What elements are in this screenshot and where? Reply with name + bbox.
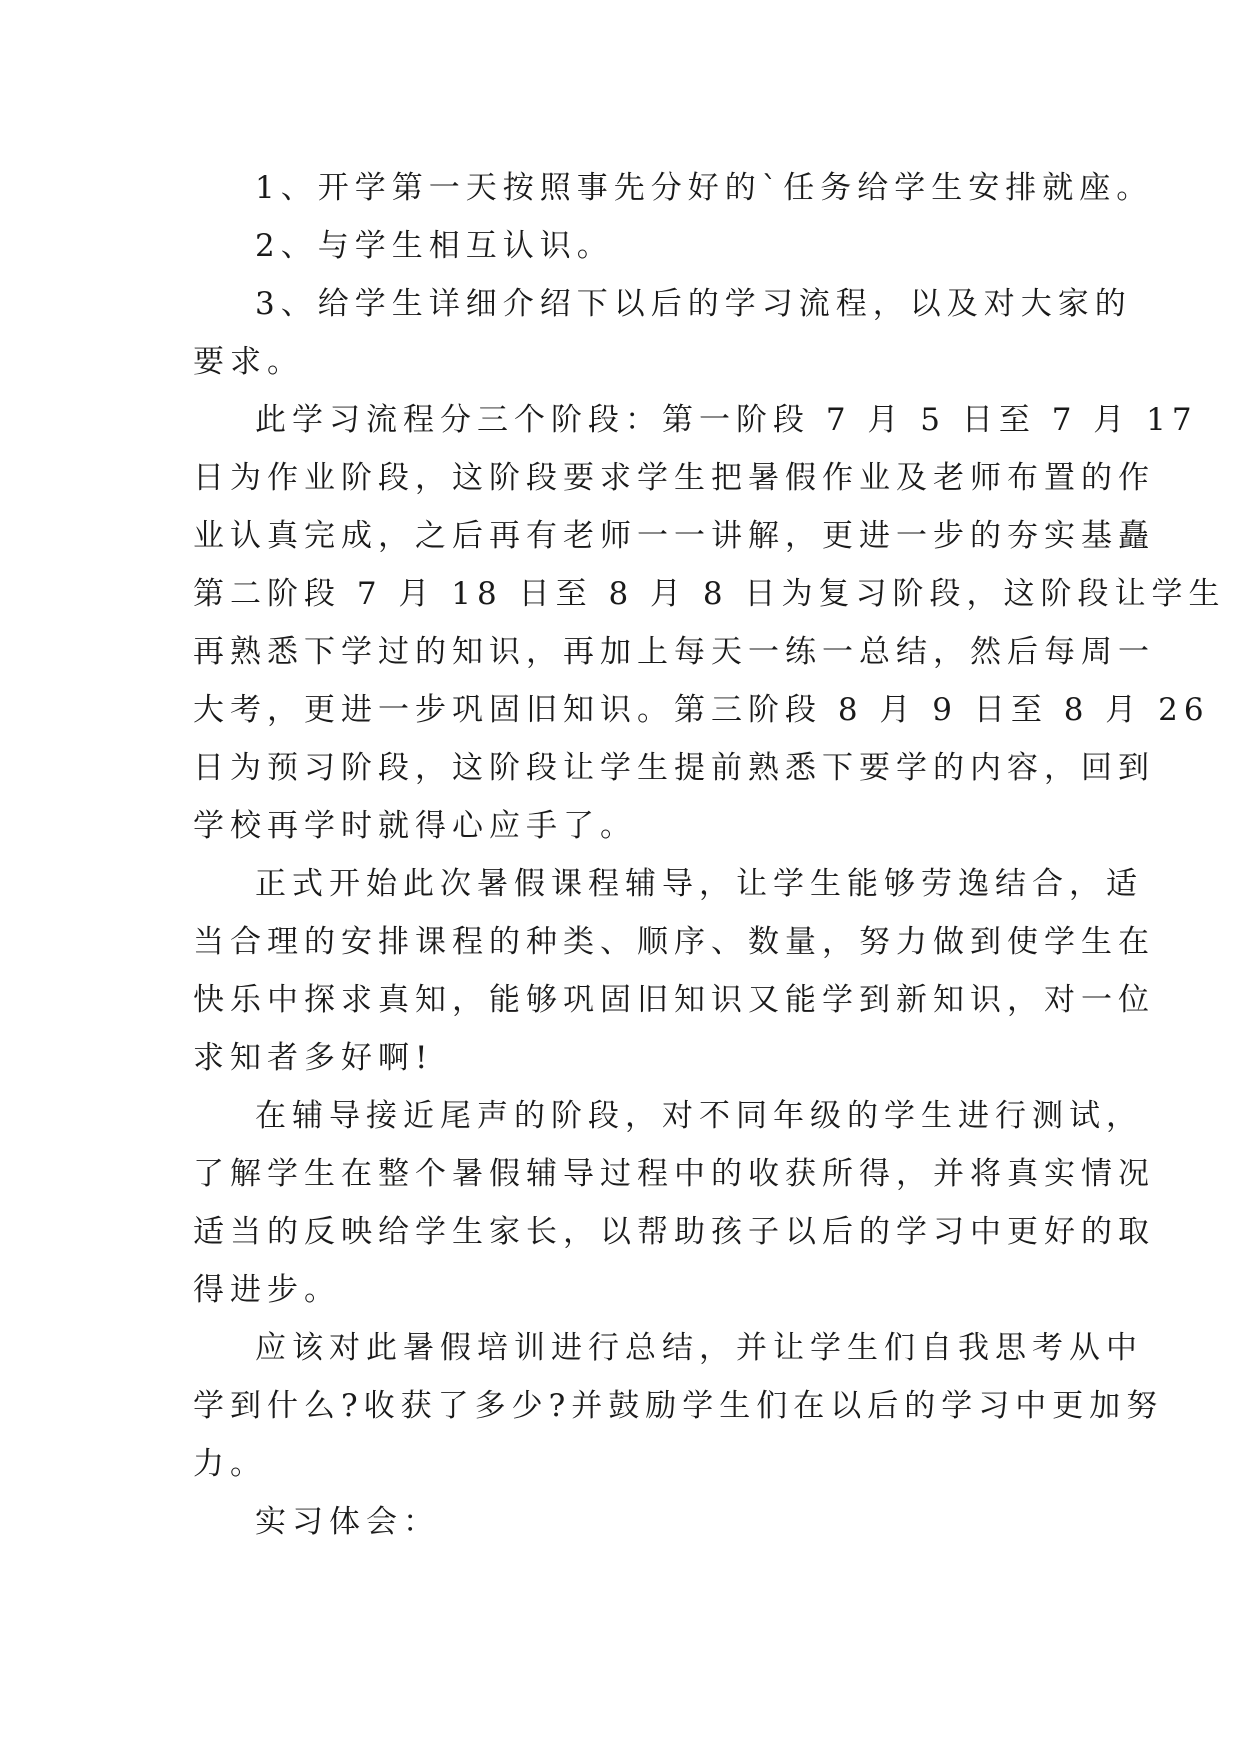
text-line: 2、与学生相互认识。 — [255, 228, 614, 264]
text-line: 学到什么?收获了多少?并鼓励学生们在以后的学习中更加努 — [193, 1388, 1164, 1424]
text-line: 要求。 — [193, 344, 304, 380]
text-line: 业认真完成，之后再有老师一一讲解，更进一步的夯实基矗 — [193, 518, 1155, 554]
text-line: 力。 — [193, 1446, 267, 1482]
text-line: 日为预习阶段，这阶段让学生提前熟悉下要学的内容，回到 — [193, 750, 1155, 786]
text-line: 实习体会： — [255, 1504, 440, 1540]
text-line: 1、开学第一天按照事先分好的`任务给学生安排就座。 — [255, 170, 1154, 206]
text-line: 了解学生在整个暑假辅导过程中的收获所得，并将真实情况 — [193, 1156, 1155, 1192]
text-line: 当合理的安排课程的种类、顺序、数量，努力做到使学生在 — [193, 924, 1155, 960]
text-line: 求知者多好啊! — [193, 1040, 434, 1076]
text-line: 在辅导接近尾声的阶段，对不同年级的学生进行测试， — [255, 1098, 1143, 1134]
text-line: 再熟悉下学过的知识，再加上每天一练一总结，然后每周一 — [193, 634, 1155, 670]
text-line: 日为作业阶段，这阶段要求学生把暑假作业及老师布置的作 — [193, 460, 1155, 496]
text-line: 快乐中探求真知，能够巩固旧知识又能学到新知识，对一位 — [193, 982, 1155, 1018]
text-line: 第二阶段 7 月 18 日至 8 月 8 日为复习阶段，这阶段让学生 — [193, 576, 1226, 612]
text-line: 得进步。 — [193, 1272, 341, 1308]
text-line: 适当的反映给学生家长，以帮助孩子以后的学习中更好的取 — [193, 1214, 1155, 1250]
text-line: 3、给学生详细介绍下以后的学习流程，以及对大家的 — [255, 286, 1132, 322]
text-line: 大考，更进一步巩固旧知识。第三阶段 8 月 9 日至 8 月 26 — [193, 692, 1210, 728]
text-line: 应该对此暑假培训进行总结，并让学生们自我思考从中 — [255, 1330, 1143, 1366]
text-line: 学校再学时就得心应手了。 — [193, 808, 637, 844]
text-line: 此学习流程分三个阶段：第一阶段 7 月 5 日至 7 月 17 — [255, 402, 1198, 438]
text-line: 正式开始此次暑假课程辅导，让学生能够劳逸结合，适 — [255, 866, 1143, 902]
